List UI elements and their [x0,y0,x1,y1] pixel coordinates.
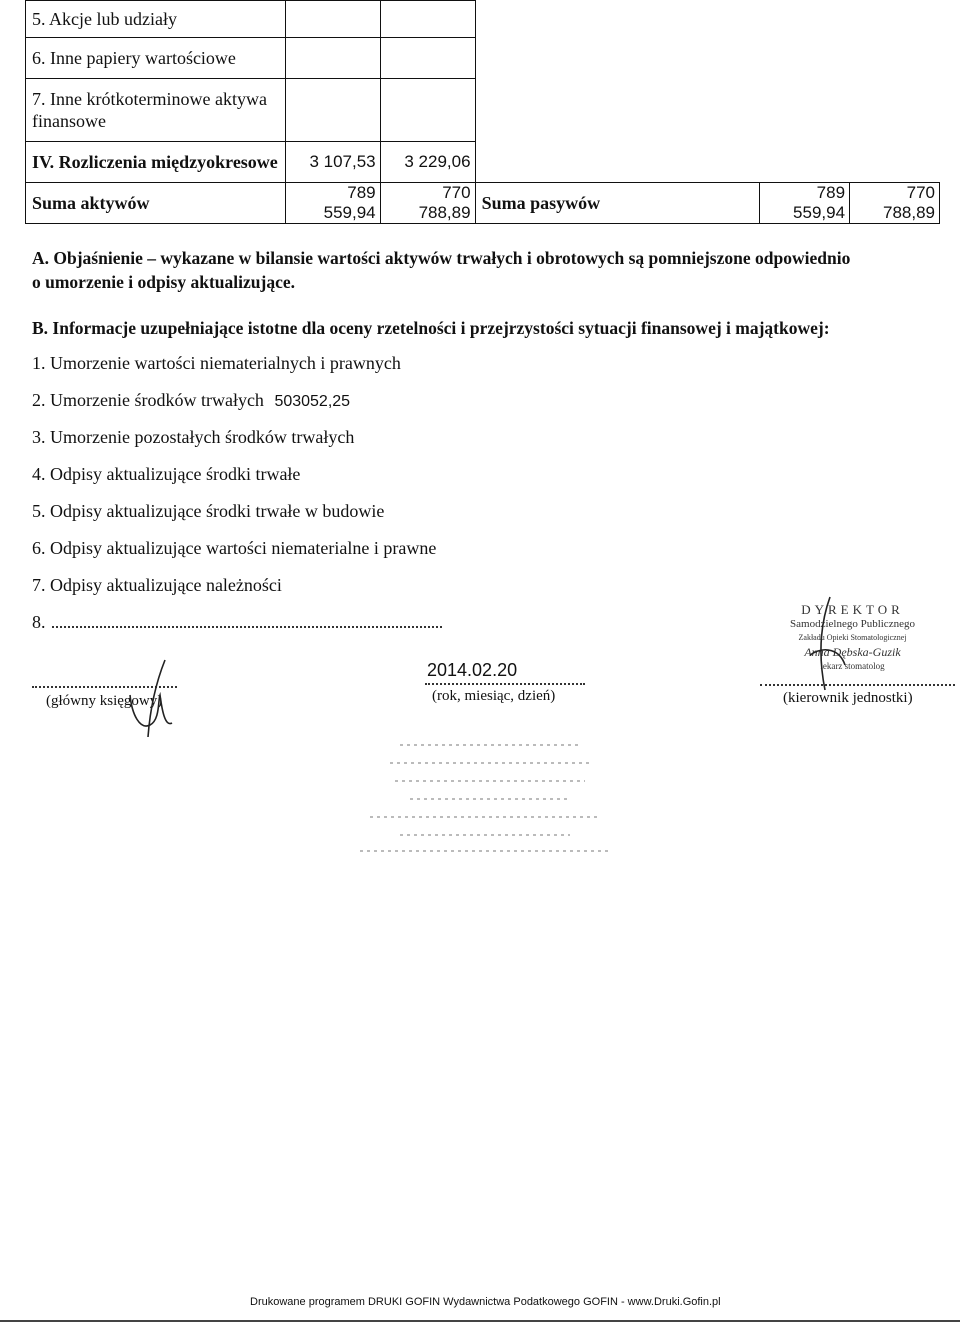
accountant-signature-icon [110,655,190,745]
sum-liabilities-label: Suma pasywów [475,183,760,224]
head-label: (kierownik jednostki) [783,690,913,706]
table-row [26,1,940,38]
section-a-line-2: o umorzenie i odpisy aktualizujące. [32,272,295,292]
item-text: 5. Odpisy aktualizujące środki trwałe w budowie [32,501,385,521]
sum-assets-value-1: 789 559,94 [285,183,380,224]
sum-assets-label: Suma aktywów [26,183,286,224]
list-item [32,612,46,633]
institution-stamp-icon [340,735,620,855]
item-text: 4. Odpisy aktualizujące środki trwałe [32,464,301,484]
accruals-label: IV. Rozliczenia międzyokresowe [26,142,286,183]
head-signature-line [760,684,955,686]
footer-rule [0,1320,960,1322]
accruals-value-2: 3 229,06 [380,142,475,183]
list-item [32,427,354,448]
stamp-line-5: lekarz stomatolog [820,661,885,671]
sum-assets-value-2: 770 788,89 [380,183,475,224]
stamp-line-4: Anna Dębska-Guzik [804,645,901,659]
balance-table [25,0,940,224]
table-row [26,142,940,183]
item-text: 1. Umorzenie wartości niematerialnych i prawnych [32,353,401,373]
table-row [26,183,940,224]
row-label: 5. Akcje lub udziały [26,1,286,38]
stamp-line-2: Samodzielnego Publicznego [790,618,915,630]
list-item [32,390,350,411]
item-text: 7. Odpisy aktualizujące należności [32,575,282,595]
list-item [32,501,384,522]
item-text: 8. [32,612,46,632]
item-8-dotted-line [52,626,442,628]
list-item [32,464,300,485]
list-item [32,353,401,374]
accountant-label: (główny księgowy) [46,693,163,709]
date-dotted-line [425,683,585,685]
stamp-line-1: DYREKTOR [801,602,904,617]
list-item [32,538,436,559]
item-text: 2. Umorzenie środków trwałych [32,390,264,410]
item-text: 3. Umorzenie pozostałych środków trwałych [32,427,355,447]
list-item [32,575,282,596]
section-a-line-1: A. Objaśnienie – wykazane w bilansie wartości aktywów trwałych i obrotowych są pomniejszone odpowiednio [32,248,851,268]
table-row [26,38,940,79]
item-text: 6. Odpisy aktualizujące wartości niematerialne i prawne [32,538,437,558]
sum-liabilities-value-1: 789 559,94 [760,183,850,224]
sum-liabilities-value-2: 770 788,89 [850,183,940,224]
director-signature-icon [800,595,860,695]
table-row [26,79,940,142]
footer-text: Drukowane programem DRUKI GOFIN Wydawnictwa Podatkowego GOFIN - www.Druki.Gofin.pl [250,1296,721,1308]
date-value: 2014.02.20 [427,660,518,680]
section-a [32,246,942,294]
accruals-value-1: 3 107,53 [285,142,380,183]
row-label: 7. Inne krótkoterminowe aktywa finansowe [26,79,286,142]
stamp-line-3: Zakładu Opieki Stomatologicznej [798,633,907,642]
date-label: (rok, miesiąc, dzień) [432,688,556,704]
section-b-heading: B. Informacje uzupełniające istotne dla oceny rzetelności i przejrzystości sytuacji finansowej i majątkowej: [32,318,830,338]
item-value: 503052,25 [274,393,351,410]
row-label: 6. Inne papiery wartościowe [26,38,286,79]
